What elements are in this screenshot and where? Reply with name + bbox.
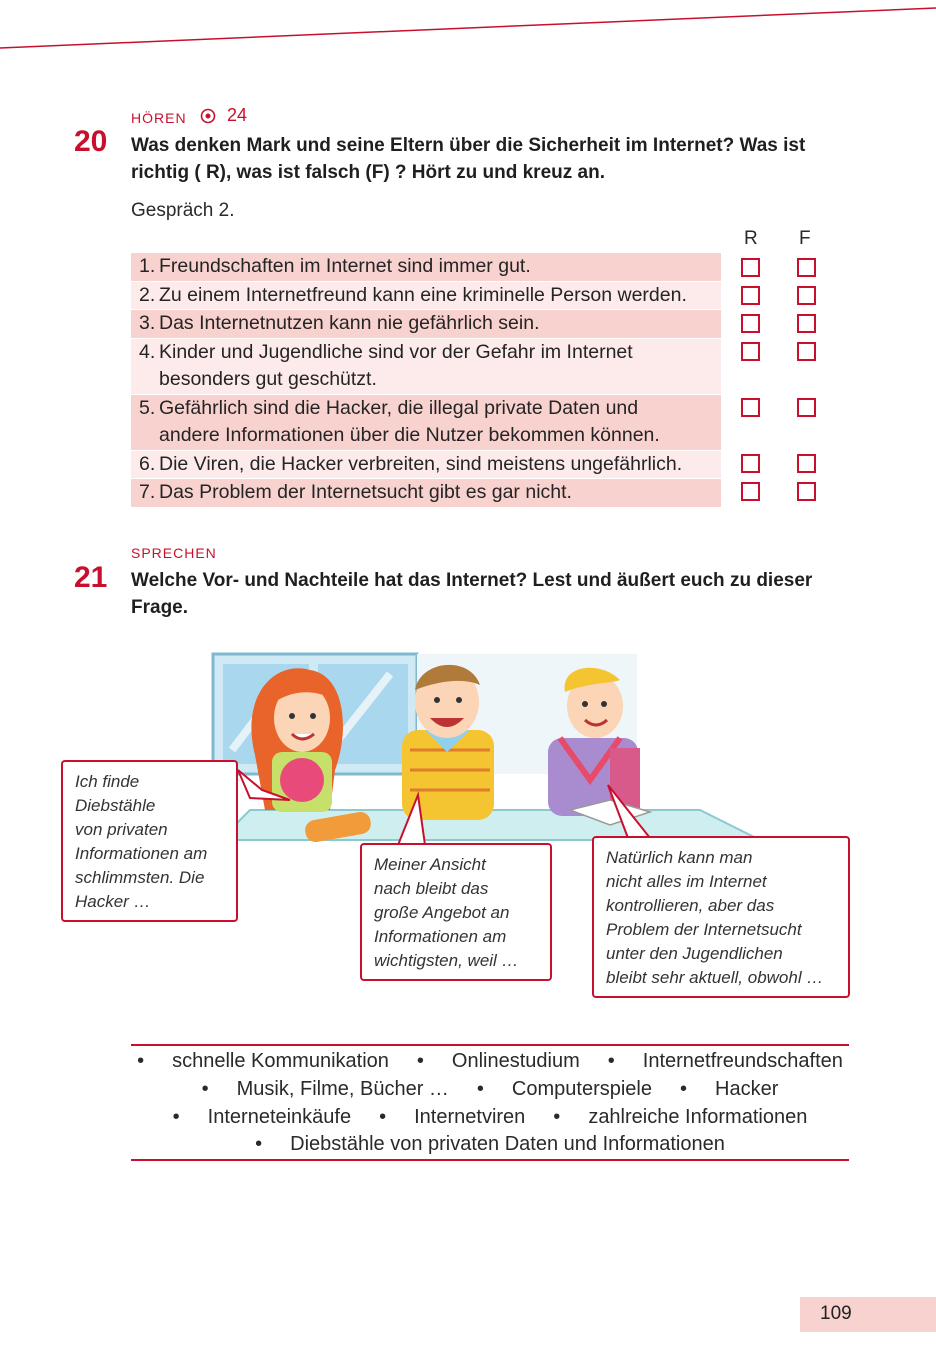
vocab-item: Computerspiele — [511, 1078, 652, 1100]
statement-text: Zu einem Internetfreund kann eine kriminelle Person werden. — [159, 283, 687, 306]
bubble-line: schlimmsten. Die — [75, 868, 205, 887]
statement-number: 5. — [139, 396, 156, 419]
vocab-item: Hacker — [715, 1078, 779, 1100]
bullet: • — [379, 1106, 387, 1128]
header-rule — [0, 0, 936, 60]
bubble-line: Meiner Ansicht — [374, 855, 486, 874]
statement-text: Kinder und Jugendliche sind vor der Gefahr im Internet — [159, 340, 633, 363]
checkbox-r-7[interactable] — [741, 482, 760, 501]
bubble-line: nicht alles im Internet — [606, 872, 767, 891]
speech-bubble-middle — [360, 843, 552, 981]
vocab-item: zahlreiche Informationen — [588, 1106, 808, 1128]
page-number: 109 — [820, 1303, 852, 1324]
bullet: • — [553, 1106, 561, 1128]
vocab-row — [131, 1050, 849, 1073]
vocab-item: Diebstähle von privaten Daten und Informationen — [290, 1133, 725, 1155]
bubble-line: von privaten — [75, 820, 168, 839]
column-header-f: F — [799, 228, 811, 249]
checkbox-f-1[interactable] — [797, 258, 816, 277]
vocab-bottom-rule — [131, 1159, 849, 1161]
bubble-line: kontrollieren, aber das — [606, 896, 775, 915]
statement-row — [131, 395, 721, 450]
vocab-item: Onlinestudium — [451, 1050, 580, 1072]
vocab-item: schnelle Kommunikation — [172, 1050, 389, 1072]
statement-number: 6. — [139, 452, 156, 475]
statement-row — [131, 451, 721, 479]
statement-text: andere Informationen über die Nutzer bekommen können. — [159, 424, 660, 446]
question-line: Was denken Mark und seine Eltern über die Sicherheit im Internet? Was ist — [131, 135, 806, 156]
statement-number: 1. — [139, 255, 156, 277]
exercise-number-21: 21 — [74, 561, 108, 594]
bubble-line: wichtigsten, weil … — [374, 951, 519, 970]
bubble-line: nach bleibt das — [374, 879, 489, 898]
statement-row — [131, 282, 721, 310]
checkbox-f-2[interactable] — [797, 286, 816, 305]
exercise-20-subtitle: Gespräch 2. — [131, 200, 235, 221]
statement-row — [131, 253, 721, 281]
bullet: • — [201, 1078, 209, 1100]
bullet: • — [416, 1050, 424, 1072]
statement-number: 4. — [139, 340, 156, 363]
bullet: • — [137, 1050, 145, 1072]
question-line: Frage. — [131, 597, 189, 618]
vocab-row — [131, 1078, 849, 1101]
bullet: • — [172, 1106, 180, 1128]
statement-number: 7. — [139, 481, 156, 503]
audio-play-icon[interactable] — [200, 108, 216, 124]
statement-text: besonders gut geschützt. — [159, 368, 377, 390]
bubble-line: Diebstähle — [75, 796, 156, 815]
question-line: richtig ( R), was ist falsch (F) ? Hört zu und kreuz an. — [131, 162, 605, 183]
checkbox-f-4[interactable] — [797, 342, 816, 361]
bullet: • — [255, 1133, 263, 1155]
bullet: • — [680, 1078, 688, 1100]
bubble-line: Problem der Internetsucht — [606, 920, 802, 939]
bubble-line: unter den Jugendlichen — [606, 944, 783, 963]
statement-row — [131, 310, 721, 338]
statements-table — [131, 253, 721, 508]
bullet: • — [607, 1050, 615, 1072]
speech-bubble-left — [61, 760, 238, 922]
skill-label-sprechen: SPRECHEN — [131, 545, 217, 561]
checkbox-f-3[interactable] — [797, 314, 816, 333]
statement-row — [131, 479, 721, 507]
bubble-line: bleibt sehr aktuell, obwohl … — [606, 968, 824, 987]
bubble-line: Hacker … — [75, 892, 151, 911]
vocab-top-rule — [131, 1044, 849, 1046]
question-line: Welche Vor- und Nachteile hat das Internet? Lest und äußert euch zu dieser — [131, 570, 813, 591]
vocab-item: Internetfreundschaften — [642, 1050, 843, 1072]
exercise-number-20: 20 — [74, 125, 108, 158]
statement-text: Freundschaften im Internet sind immer gut. — [159, 255, 531, 277]
bubble-line: Informationen am — [75, 844, 208, 863]
exercise-21-question — [131, 567, 812, 621]
checkbox-r-6[interactable] — [741, 454, 760, 473]
statement-text: Das Internetnutzen kann nie gefährlich sein. — [159, 312, 540, 334]
bullet: • — [476, 1078, 484, 1100]
statement-text: Gefährlich sind die Hacker, die illegal private Daten und — [159, 396, 639, 419]
vocab-item: Interneteinkäufe — [207, 1106, 352, 1128]
checkbox-r-5[interactable] — [741, 398, 760, 417]
checkbox-r-1[interactable] — [741, 258, 760, 277]
bubble-line: Informationen am — [374, 927, 507, 946]
checkbox-f-7[interactable] — [797, 482, 816, 501]
vocab-row — [131, 1106, 849, 1129]
checkbox-r-2[interactable] — [741, 286, 760, 305]
statement-row — [131, 339, 721, 394]
bubble-line: Natürlich kann man — [606, 848, 753, 867]
checkbox-r-4[interactable] — [741, 342, 760, 361]
statement-text: Die Viren, die Hacker verbreiten, sind meistens ungefährlich. — [159, 452, 683, 475]
vocab-row — [131, 1133, 849, 1156]
column-header-r: R — [744, 228, 758, 249]
bubble-line: Ich finde — [75, 772, 140, 791]
statement-number: 2. — [139, 283, 156, 306]
skill-label-hoeren: HÖREN — [131, 110, 187, 126]
checkbox-f-5[interactable] — [797, 398, 816, 417]
vocab-item: Musik, Filme, Bücher … — [236, 1078, 449, 1100]
exercise-20-question — [131, 132, 805, 186]
speech-bubble-right — [592, 836, 850, 998]
statement-text: Das Problem der Internetsucht gibt es gar nicht. — [159, 481, 572, 503]
vocab-item: Internetviren — [414, 1106, 526, 1128]
checkbox-r-3[interactable] — [741, 314, 760, 333]
statement-number: 3. — [139, 312, 156, 334]
checkbox-f-6[interactable] — [797, 454, 816, 473]
bubble-line: große Angebot an — [374, 903, 510, 922]
audio-track-number: 24 — [227, 105, 248, 125]
